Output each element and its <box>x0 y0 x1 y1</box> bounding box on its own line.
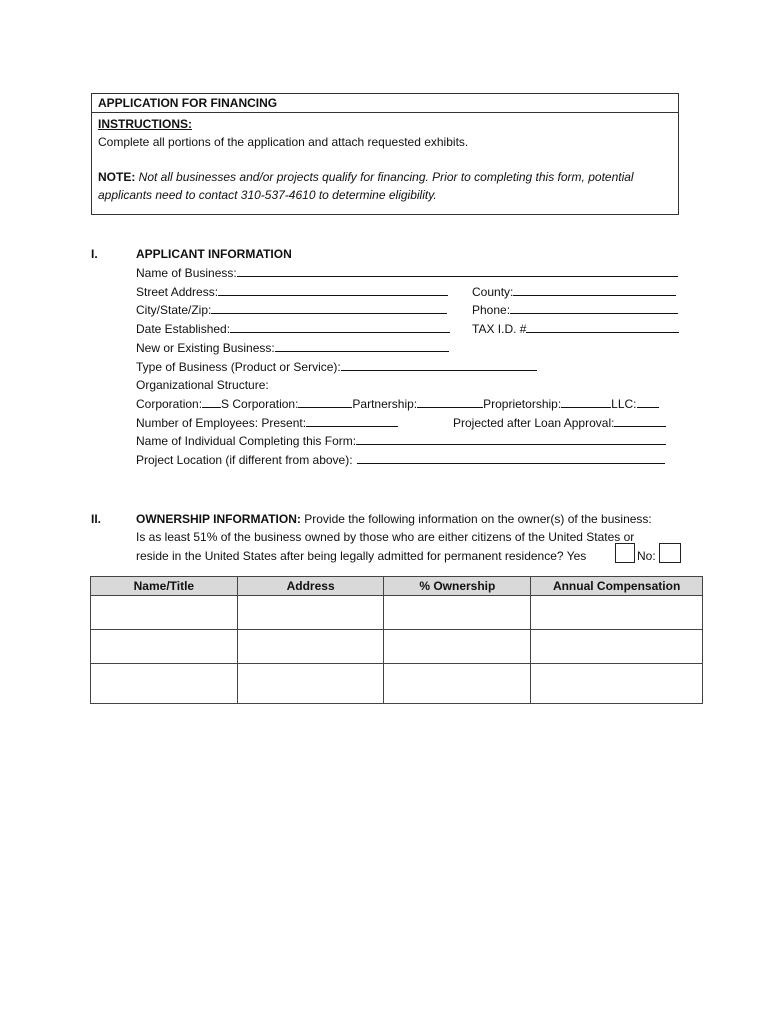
county-field[interactable] <box>513 283 676 296</box>
table-cell[interactable] <box>384 630 531 664</box>
table-cell[interactable] <box>531 596 703 630</box>
type-of-business-row <box>136 358 537 376</box>
note-line-2 <box>98 186 672 204</box>
new-or-existing-field[interactable] <box>275 339 449 352</box>
phone-row <box>472 301 678 319</box>
instructions-body <box>92 113 678 204</box>
city-state-zip-field[interactable] <box>211 301 447 314</box>
col-address: Address <box>237 577 384 596</box>
section-2-text-2: Is as least 51% of the business owned by those who are either citizens of the United States or <box>136 530 635 544</box>
note-line-1 <box>98 168 672 186</box>
city-state-zip-label: City/State/Zip: <box>136 303 212 317</box>
table-header-row <box>91 577 703 596</box>
table-cell[interactable] <box>237 664 384 704</box>
section-1-heading: APPLICANT INFORMATION <box>136 247 292 261</box>
table-cell[interactable] <box>237 596 384 630</box>
date-established-label: Date Established: <box>136 322 231 336</box>
employees-present-field[interactable] <box>306 414 398 427</box>
date-established-row <box>136 320 450 338</box>
employees-present-row <box>136 414 398 432</box>
street-address-field[interactable] <box>218 283 448 296</box>
section-2-text-3: reside in the United States after being legally admitted for permanent residence? Yes <box>136 549 587 563</box>
col-ownership: % Ownership <box>384 577 531 596</box>
note-text-2: applicants need to contact 310-537-4610 to determine eligibility. <box>98 188 437 202</box>
yes-checkbox[interactable] <box>615 543 635 563</box>
new-or-existing-row <box>136 339 449 357</box>
table-cell[interactable] <box>531 664 703 704</box>
city-state-zip-row <box>136 301 447 319</box>
street-address-row <box>136 283 448 301</box>
name-of-business-label: Name of Business: <box>136 266 237 280</box>
section-1-numeral: I. <box>91 247 98 261</box>
note-label: NOTE: <box>98 170 136 184</box>
table-cell[interactable] <box>91 596 238 630</box>
table-cell[interactable] <box>531 630 703 664</box>
phone-field[interactable] <box>510 301 678 314</box>
section-2-text-1: Provide the following information on the owner(s) of the business: <box>300 512 652 526</box>
section-2-line-1 <box>136 510 652 528</box>
col-annual-compensation: Annual Compensation <box>531 577 703 596</box>
name-completing-label: Name of Individual Completing this Form: <box>136 434 357 448</box>
date-established-field[interactable] <box>230 320 450 333</box>
org-structure-label: Organizational Structure: <box>136 378 269 392</box>
project-location-label: Project Location (if different from above): <box>136 453 353 467</box>
instructions-text: Complete all portions of the application and attach requested exhibits. <box>98 135 469 149</box>
table-row <box>91 596 703 630</box>
section-2-heading: OWNERSHIP INFORMATION: <box>136 512 301 526</box>
phone-label: Phone: <box>472 303 511 317</box>
s-corporation-label: S Corporation: <box>221 397 299 411</box>
type-of-business-field[interactable] <box>341 358 537 371</box>
projected-label: Projected after Loan Approval: <box>453 416 615 430</box>
partnership-field[interactable] <box>417 395 483 408</box>
employees-present-label: Number of Employees: Present: <box>136 416 307 430</box>
no-checkbox[interactable] <box>659 543 681 563</box>
ownership-table <box>90 576 703 704</box>
project-location-field[interactable] <box>357 451 665 464</box>
table-cell[interactable] <box>91 630 238 664</box>
tax-id-label: TAX I.D. # <box>472 322 527 336</box>
type-of-business-label: Type of Business (Product or Service): <box>136 360 341 374</box>
section-2-numeral: II. <box>91 512 102 526</box>
name-of-business-row <box>136 264 678 282</box>
partnership-label: Partnership: <box>352 397 418 411</box>
street-address-label: Street Address: <box>136 285 219 299</box>
table-cell[interactable] <box>384 664 531 704</box>
llc-field[interactable] <box>637 395 659 408</box>
name-completing-field[interactable] <box>356 432 666 445</box>
table-cell[interactable] <box>237 630 384 664</box>
table-cell[interactable] <box>384 596 531 630</box>
instructions-box <box>91 93 679 215</box>
projected-row <box>453 414 666 432</box>
org-structure-options <box>136 395 659 413</box>
table-row <box>91 630 703 664</box>
corporation-label: Corporation: <box>136 397 203 411</box>
s-corporation-field[interactable] <box>298 395 352 408</box>
instructions-label: INSTRUCTIONS: <box>98 117 192 131</box>
form-title: APPLICATION FOR FINANCING <box>92 94 678 113</box>
county-row <box>472 283 676 301</box>
llc-label: LLC: <box>611 397 637 411</box>
tax-id-row <box>472 320 679 338</box>
proprietorship-label: Proprietorship: <box>483 397 562 411</box>
section-2-line-3 <box>136 547 586 565</box>
county-label: County: <box>472 285 514 299</box>
proprietorship-field[interactable] <box>561 395 611 408</box>
no-label: No: <box>637 549 656 563</box>
projected-field[interactable] <box>614 414 666 427</box>
name-completing-row <box>136 432 666 450</box>
tax-id-field[interactable] <box>526 320 679 333</box>
table-cell[interactable] <box>91 664 238 704</box>
note-text-1: Not all businesses and/or projects qualify for financing. Prior to completing this form, potential <box>135 170 634 184</box>
table-row <box>91 664 703 704</box>
project-location-row <box>136 451 665 469</box>
name-of-business-field[interactable] <box>237 264 678 277</box>
corporation-field[interactable] <box>202 395 221 408</box>
col-name-title: Name/Title <box>91 577 238 596</box>
new-or-existing-label: New or Existing Business: <box>136 341 275 355</box>
